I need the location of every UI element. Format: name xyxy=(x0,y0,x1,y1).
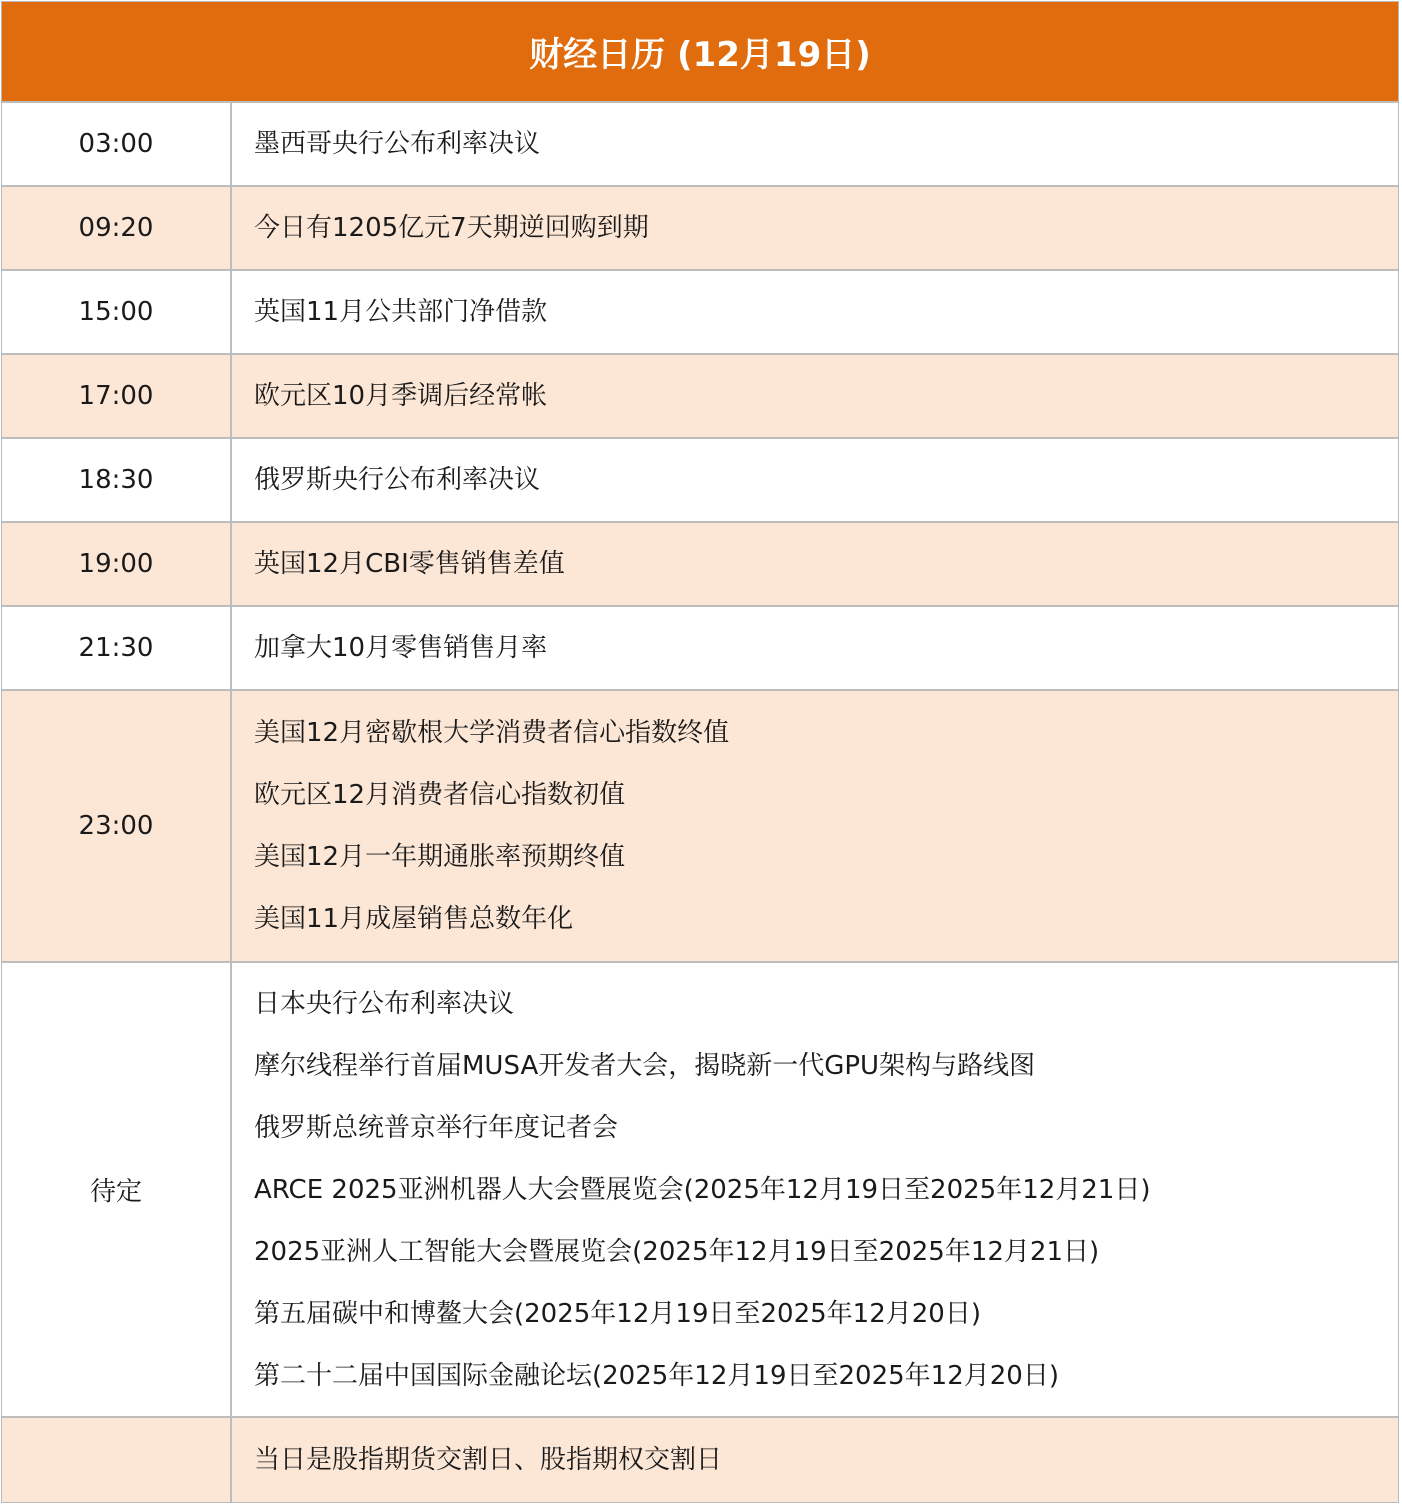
events-cell xyxy=(232,103,1398,185)
event-item: 今日有1205亿元7天期逆回购到期 xyxy=(254,213,649,243)
table-row xyxy=(2,439,1398,523)
events-cell xyxy=(232,439,1398,521)
calendar-title: 财经日历 (12月19日) xyxy=(2,2,1398,103)
table-row xyxy=(2,1418,1398,1502)
table-row xyxy=(2,271,1398,355)
events-cell xyxy=(232,355,1398,437)
time-cell: 03:00 xyxy=(2,103,232,185)
time-cell: 18:30 xyxy=(2,439,232,521)
table-row xyxy=(2,103,1398,187)
events-cell xyxy=(232,691,1398,961)
events-cell xyxy=(232,187,1398,269)
event-item: ARCE 2025亚洲机器人大会暨展览会(2025年12月19日至2025年12月21日) xyxy=(254,1174,1151,1205)
events-cell xyxy=(232,1418,1398,1502)
time-cell: 09:20 xyxy=(2,187,232,269)
table-row xyxy=(2,963,1398,1418)
event-item: 美国11月成屋销售总数年化 xyxy=(254,904,574,934)
events-cell xyxy=(232,607,1398,689)
event-item: 欧元区12月消费者信心指数初值 xyxy=(254,780,626,810)
financial-calendar-table xyxy=(1,1,1399,1503)
table-row xyxy=(2,607,1398,691)
event-item: 加拿大10月零售销售月率 xyxy=(254,633,548,663)
events-cell xyxy=(232,271,1398,353)
table-row xyxy=(2,691,1398,963)
event-item: 欧元区10月季调后经常帐 xyxy=(254,381,548,411)
time-cell: 19:00 xyxy=(2,523,232,605)
event-item: 俄罗斯央行公布利率决议 xyxy=(254,465,541,495)
event-item: 俄罗斯总统普京举行年度记者会 xyxy=(254,1112,619,1143)
table-row xyxy=(2,355,1398,439)
time-cell: 15:00 xyxy=(2,271,232,353)
event-item: 英国12月CBI零售销售差值 xyxy=(254,549,565,579)
event-item: 当日是股指期货交割日、股指期权交割日 xyxy=(254,1445,723,1475)
time-cell: 17:00 xyxy=(2,355,232,437)
event-item: 墨西哥央行公布利率决议 xyxy=(254,129,541,159)
time-cell: 21:30 xyxy=(2,607,232,689)
event-item: 日本央行公布利率决议 xyxy=(254,988,515,1019)
time-cell xyxy=(2,1418,232,1502)
table-row xyxy=(2,187,1398,271)
events-cell xyxy=(232,523,1398,605)
event-item: 英国11月公共部门净借款 xyxy=(254,297,548,327)
table-row xyxy=(2,523,1398,607)
event-item: 美国12月密歇根大学消费者信心指数终值 xyxy=(254,718,730,748)
time-cell: 23:00 xyxy=(2,691,232,961)
event-item: 美国12月一年期通胀率预期终值 xyxy=(254,842,626,872)
events-cell xyxy=(232,963,1398,1416)
event-item: 2025亚洲人工智能大会暨展览会(2025年12月19日至2025年12月21日) xyxy=(254,1236,1100,1267)
time-cell: 待定 xyxy=(2,963,232,1416)
event-item: 摩尔线程举行首届MUSA开发者大会，揭晓新一代GPU架构与路线图 xyxy=(254,1050,1036,1081)
event-item: 第五届碳中和博鳌大会(2025年12月19日至2025年12月20日) xyxy=(254,1298,981,1329)
event-item: 第二十二届中国国际金融论坛(2025年12月19日至2025年12月20日) xyxy=(254,1360,1059,1391)
